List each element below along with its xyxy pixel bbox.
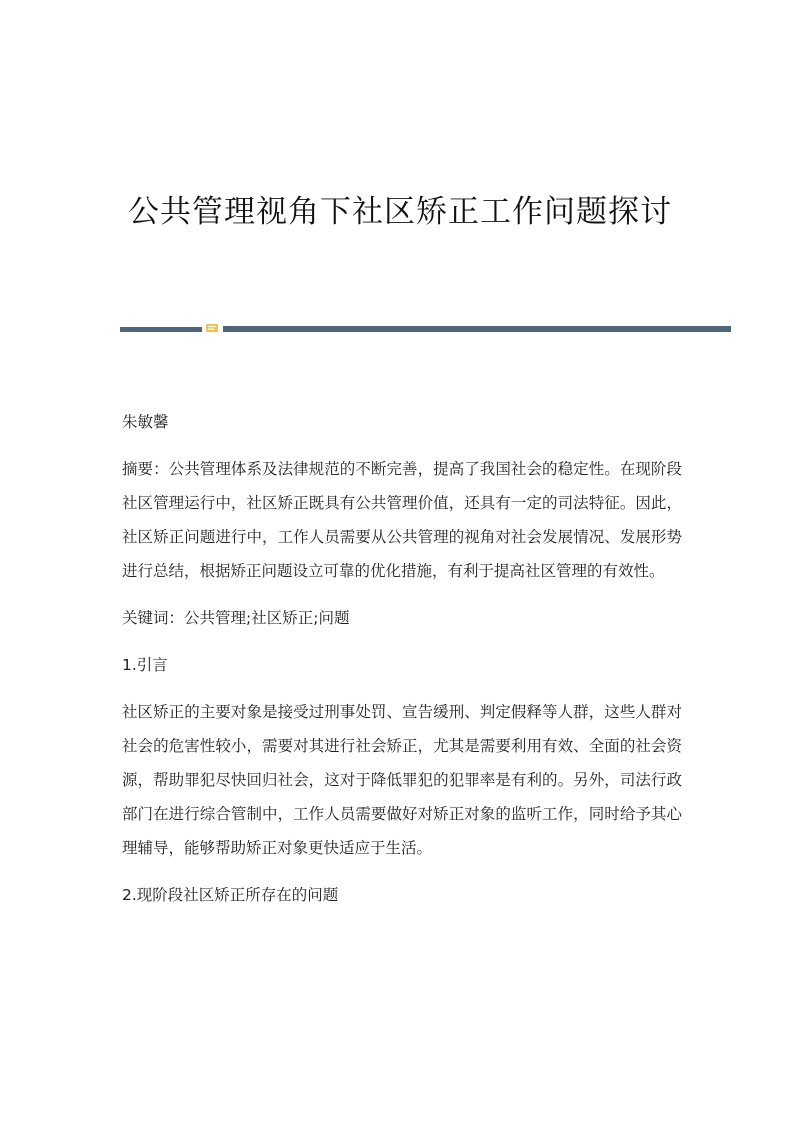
title-divider [120,325,731,333]
abstract-paragraph: 摘要：公共管理体系及法律规范的不断完善，提高了我国社会的稳定性。在现阶段社区管理运行中，社区矫正既具有公共管理价值，还具有一定的司法特征。因此，社区矫正问题进行中，工作人员需要从公共管理的视角对社会发展情况、发展形势进行总结，根据矫正问题设立可靠的优化措施，有利于提高社区管理的有效性。 [122,460,682,580]
section-2-heading: 2.现阶段社区矫正所存在的问题 [122,886,339,904]
section-1-paragraph: 社区矫正的主要对象是接受过刑事处罚、宣告缓刑、判定假释等人群，这些人群对社会的危害性较小，需要对其进行社会矫正，尤其是需要利用有效、全面的社会资源，帮助罪犯尽快回归社会，这对于降低罪犯的犯罪率是有利的。另外，司法行政部门在进行综合管制中，工作人员需要做好对矫正对象的监听工作，同时给予其心理辅导，能够帮助矫正对象更快适应于生活。 [122,703,682,857]
divider-left-bar [120,327,202,332]
keywords-line: 关键词：公共管理;社区矫正;问题 [122,609,350,627]
document-title: 公共管理视角下社区矫正工作问题探讨 [128,194,672,230]
pencil-icon [205,322,219,334]
author-name: 朱敏馨 [122,413,169,431]
section-1-heading: 1.引言 [122,656,168,674]
divider-right-bar [223,326,731,332]
document-body [122,405,682,925]
